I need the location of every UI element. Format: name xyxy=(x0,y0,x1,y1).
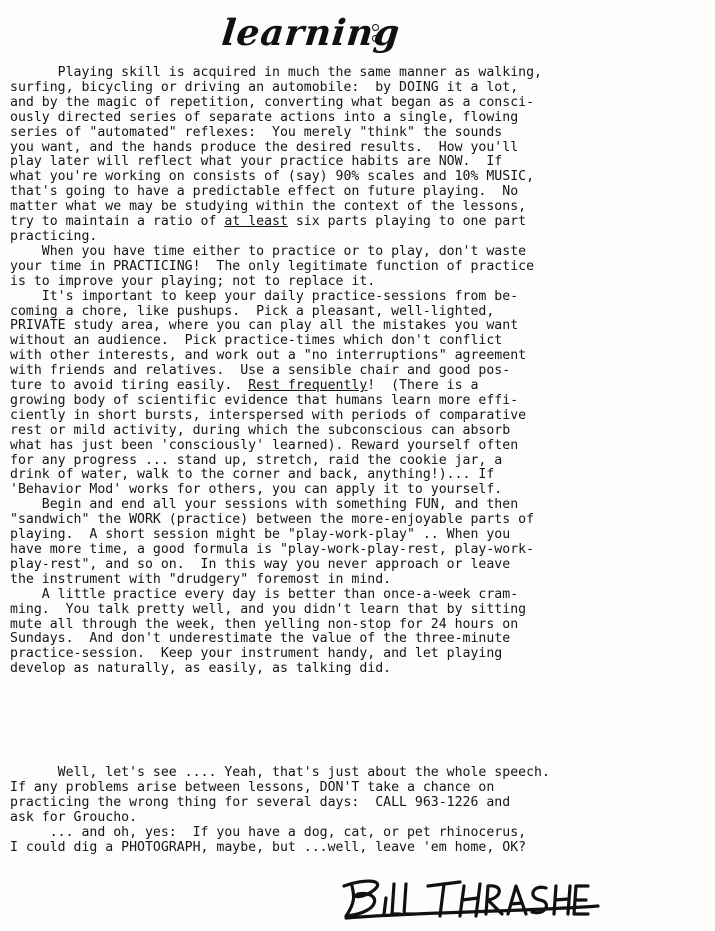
text-line: mute all through the week, then yelling non-stop for 24 hours on xyxy=(10,616,519,632)
text-line: the instrument with "drudgery" foremost in mind. xyxy=(10,571,392,587)
text-line: is to improve your playing; not to replace it. xyxy=(10,273,376,289)
title-colon-ornament xyxy=(370,18,380,46)
text-line: "sandwich" the WORK (practice) between the more-enjoyable parts of xyxy=(10,512,535,528)
text-line: 'Behavior Mod' works for others, you can apply it to yourself. xyxy=(10,482,503,498)
text-line: for any progress ... stand up, stretch, raid the cookie jar, a xyxy=(10,452,503,468)
closing-line: I could dig a PHOTOGRAPH, maybe, but ...well, leave 'em home, OK? xyxy=(10,839,527,855)
text-line: develop as naturally, as easily, as talking did. xyxy=(10,661,392,677)
text-line: Begin and end all your sessions with something FUN, and then xyxy=(10,497,519,513)
text-line: matter what we may be studying within the context of the lessons, xyxy=(10,199,527,215)
text-line: practicing. xyxy=(10,228,98,244)
closing-line: If any problems arise between lessons, DON'T take a chance on xyxy=(10,779,495,795)
text-line: ously directed series of separate actions into a single, flowing xyxy=(10,109,519,125)
text-line: series of "automated" reflexes: You merely "think" the sounds xyxy=(10,124,503,140)
text-line: with other interests, and work out a "no interruptions" agreement xyxy=(10,348,527,364)
text-line: your time in PRACTICING! The only legitimate function of practice xyxy=(10,258,535,274)
text-line: surfing, bicycling or driving an automobile: by DOING it a lot, xyxy=(10,79,519,95)
text-line: drink of water, walk to the corner and back, anything!)... If xyxy=(10,467,495,483)
text-line: with friends and relatives. Use a sensible chair and good pos- xyxy=(10,363,511,379)
closing-line: ask for Groucho. xyxy=(10,809,138,825)
text-line: what has just been 'consciously' learned). Reward yourself often xyxy=(10,437,519,453)
text-line: you want, and the hands produce the desired results. How you'll xyxy=(10,139,519,155)
text-line: without an audience. Pick practice-times which don't conflict xyxy=(10,333,503,349)
closing-line: Well, let's see .... Yeah, that's just about the whole speech. xyxy=(10,765,550,780)
text-line: When you have time either to practice or to play, don't waste xyxy=(10,243,527,259)
text-line: Playing skill is acquired in much the same manner as walking, xyxy=(10,65,542,80)
text-line: what you're working on consists of (say) 90% scales and 10% MUSIC, xyxy=(10,169,535,185)
text-line: Sundays. And don't underestimate the value of the three-minute xyxy=(10,631,511,647)
text-line: PRIVATE study area, where you can play all the mistakes you want xyxy=(10,318,519,334)
text-line: rest or mild activity, during which the subconscious can absorb xyxy=(10,422,511,438)
text-line: try to maintain a ratio of at least six parts playing to one part xyxy=(10,214,527,230)
text-line: playing. A short session might be "play-work-play" .. When you xyxy=(10,527,511,543)
text-line: have more time, a good formula is "play-work-play-rest, play-work- xyxy=(10,542,535,557)
text-line: play later will reflect what your practice habits are NOW. If xyxy=(10,154,503,170)
text-line: play-rest", and so on. In this way you never approach or leave xyxy=(10,556,511,572)
text-line: ture to avoid tiring easily. Rest frequently! (There is a xyxy=(10,378,479,394)
text-line: ciently in short bursts, interspersed with periods of comparative xyxy=(10,407,527,423)
body-text xyxy=(10,66,710,677)
text-line: ming. You talk pretty well, and you didn't learn that by sitting xyxy=(10,601,527,617)
text-line: and by the magic of repetition, converting what began as a consci- xyxy=(10,94,535,110)
text-line: practice-session. Keep your instrument handy, and let playing xyxy=(10,646,503,662)
text-line: It's important to keep your daily practice-sessions from be- xyxy=(10,288,519,304)
closing-line: practicing the wrong thing for several days: CALL 963-1226 and xyxy=(10,794,511,810)
signature xyxy=(336,872,606,924)
text-line: growing body of scientific evidence that humans learn more effi- xyxy=(10,392,519,408)
text-line: coming a chore, like pushups. Pick a pleasant, well-lighted, xyxy=(10,303,495,319)
text-line: A little practice every day is better than once-a-week cram- xyxy=(10,586,519,602)
closing-text xyxy=(10,766,710,855)
text-line: that's going to have a predictable effect on future playing. No xyxy=(10,184,519,200)
closing-line: ... and oh, yes: If you have a dog, cat, or pet rhinocerus, xyxy=(10,824,527,840)
page-title: learning xyxy=(219,12,403,54)
